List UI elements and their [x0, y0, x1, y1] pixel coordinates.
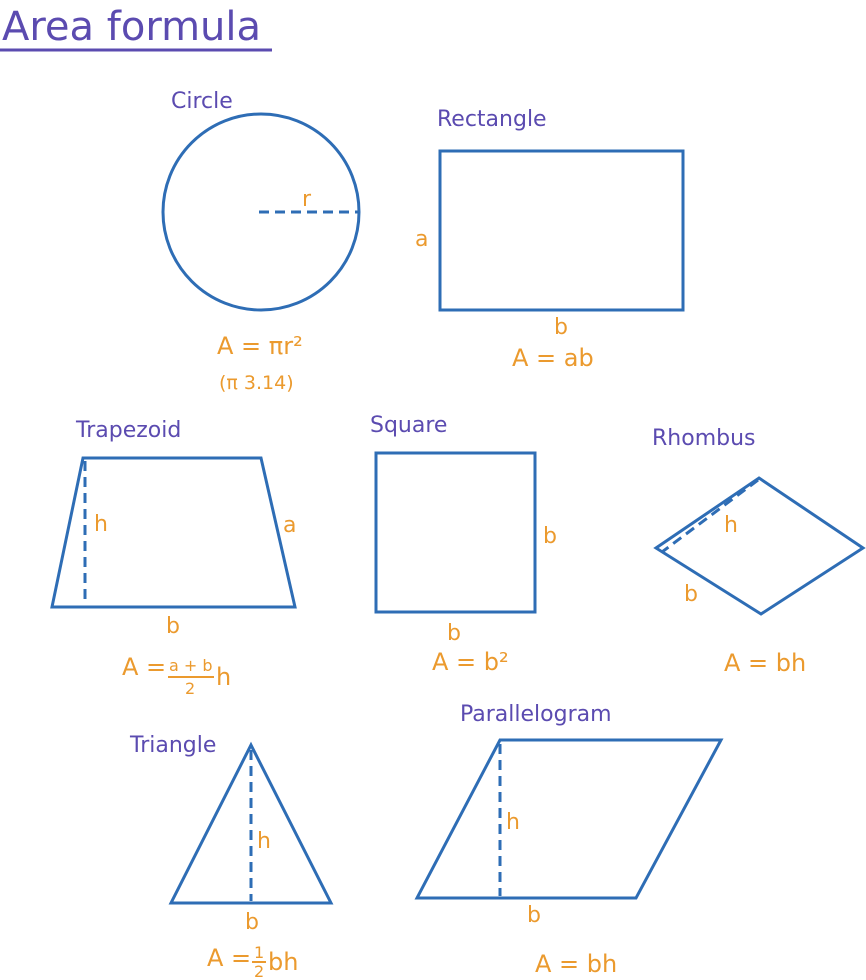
- page-title: Area formula: [2, 4, 262, 50]
- circle-pi-note: (π 3.14): [219, 372, 294, 394]
- square-formula: A = b²: [432, 648, 509, 676]
- trapezoid-formula-suffix: h: [216, 663, 232, 691]
- square-name: Square: [370, 413, 448, 438]
- rectangle-shape: [440, 151, 683, 310]
- rhombus-height-line: [662, 480, 758, 552]
- circle-radius-label: r: [302, 187, 312, 212]
- parallelogram-height-label: h: [506, 810, 520, 835]
- rhombus-formula: A = bh: [724, 649, 807, 677]
- square-shape: [376, 453, 535, 612]
- square-side-right: b: [543, 524, 557, 549]
- circle-name: Circle: [171, 89, 233, 114]
- triangle-base-label: b: [245, 910, 259, 935]
- rhombus-height-label: h: [724, 513, 738, 538]
- parallelogram-name: Parallelogram: [460, 702, 612, 727]
- parallelogram-shape: [417, 740, 721, 898]
- square-figure: [370, 413, 557, 676]
- trapezoid-height-label: h: [94, 512, 108, 537]
- rhombus-figure: [652, 426, 863, 677]
- rectangle-side-a: a: [415, 227, 429, 252]
- rectangle-side-b: b: [554, 315, 568, 340]
- parallelogram-base-label: b: [527, 903, 541, 928]
- rectangle-formula: A = ab: [512, 344, 594, 372]
- triangle-height-label: h: [257, 829, 271, 854]
- trapezoid-formula-prefix: A =: [122, 653, 167, 681]
- trapezoid-side-a: a: [283, 513, 297, 538]
- triangle-formula-suffix: bh: [268, 948, 299, 976]
- rectangle-figure: [415, 107, 683, 372]
- rhombus-side-b: b: [684, 582, 698, 607]
- triangle-formula-denominator: 2: [254, 962, 265, 980]
- parallelogram-formula: A = bh: [535, 950, 618, 978]
- triangle-formula-prefix: A =: [207, 944, 252, 972]
- parallelogram-figure: [417, 702, 721, 978]
- trapezoid-formula-denominator: 2: [185, 679, 196, 698]
- trapezoid-name: Trapezoid: [76, 418, 182, 443]
- triangle-figure: [129, 733, 331, 980]
- rectangle-name: Rectangle: [437, 107, 547, 132]
- trapezoid-shape: [52, 458, 295, 607]
- square-side-bottom: b: [447, 621, 461, 646]
- triangle-name: Triangle: [130, 733, 217, 758]
- triangle-formula-numerator: 1: [254, 943, 265, 962]
- trapezoid-formula-numerator: a + b: [169, 656, 213, 675]
- trapezoid-side-b: b: [166, 614, 180, 639]
- circle-figure: [163, 89, 359, 394]
- rhombus-name: Rhombus: [652, 426, 756, 451]
- circle-formula: A = πr²: [217, 332, 303, 360]
- trapezoid-figure: [52, 418, 296, 698]
